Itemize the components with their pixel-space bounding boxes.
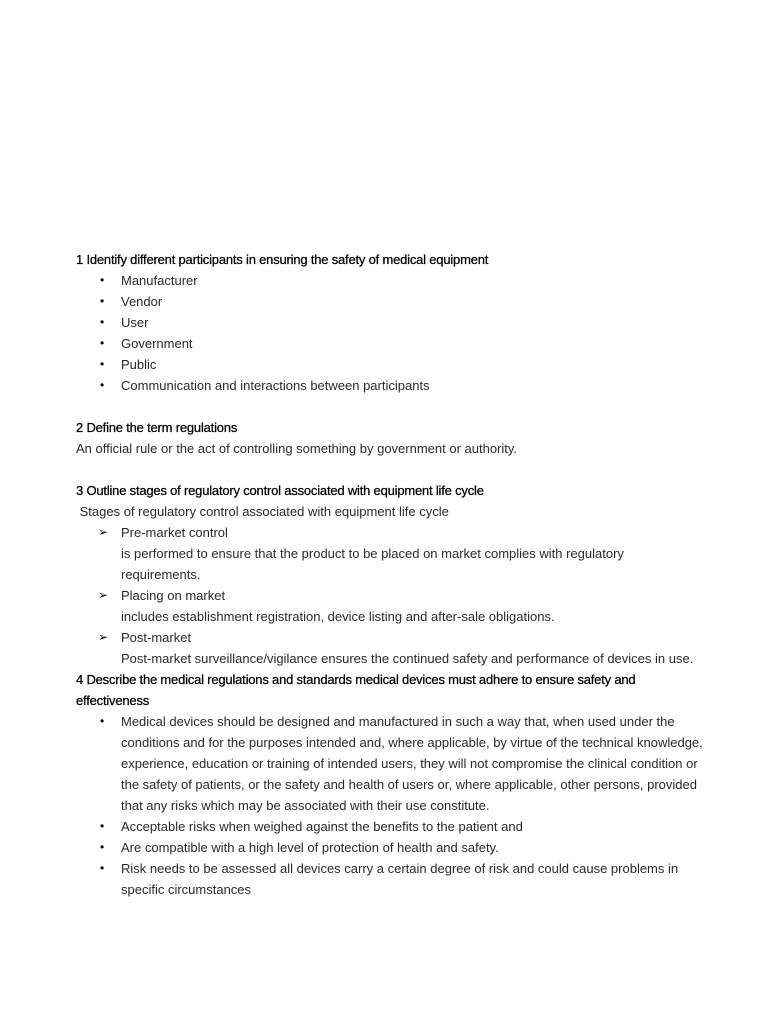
regulations-list — [76, 711, 746, 732]
list-item-continuation: the safety of patients, or the safety and health of users or, where applicable, other persons, provided — [121, 777, 697, 792]
list-item-text: Are compatible with a high level of protection of health and safety. — [121, 840, 499, 855]
list-item-continuation: that any risks which may be associated with their use constitute. — [121, 798, 490, 813]
list-item-text: Manufacturer — [121, 273, 198, 288]
bullet-icon: • — [100, 714, 105, 728]
list-item — [76, 522, 746, 543]
list-item — [76, 375, 746, 396]
list-item-text: User — [121, 315, 149, 330]
bullet-icon: • — [100, 336, 105, 350]
document-body — [76, 249, 746, 900]
list-item — [76, 627, 746, 648]
list-item — [76, 354, 746, 375]
list-item-text: Public — [121, 357, 157, 372]
list-item — [76, 585, 746, 606]
bullet-icon: • — [100, 273, 105, 287]
list-item-continuation: experience, education or training of intended users, they will not compromise the clinical condition or — [121, 756, 698, 771]
list-item-text: Government — [121, 336, 193, 351]
stages-intro: Stages of regulatory control associated with equipment life cycle — [76, 504, 449, 519]
bullet-icon: • — [100, 294, 105, 308]
list-item-text: Acceptable risks when weighed against the benefits to the patient and — [121, 819, 523, 834]
list-item-text: Communication and interactions between participants — [121, 378, 430, 393]
bullet-icon: • — [100, 357, 105, 371]
regulations-definition: An official rule or the act of controlling something by government or authority. — [76, 441, 518, 456]
list-item — [76, 858, 746, 879]
list-item-continuation: conditions and for the purposes intended and, where applicable, by virtue of the technical knowledge, — [121, 735, 703, 750]
bullet-icon: • — [100, 315, 105, 329]
list-item — [76, 333, 746, 354]
list-item — [76, 837, 746, 858]
stage-description: Post-market surveillance/vigilance ensures the continued safety and performance of devices in use. — [121, 651, 694, 666]
question-4-heading-cont: effectiveness — [76, 693, 150, 708]
list-item — [76, 711, 746, 732]
list-item — [76, 270, 746, 291]
list-item — [76, 816, 746, 837]
list-item-text: Risk needs to be assessed all devices carry a certain degree of risk and could cause problems in — [121, 861, 679, 876]
bullet-icon: • — [100, 840, 105, 854]
stages-list — [76, 585, 746, 606]
stage-title: Post-market — [121, 630, 192, 645]
spacer — [76, 396, 746, 417]
list-item-text: Medical devices should be designed and manufactured in such a way that, when used under the — [121, 714, 675, 729]
stage-title: Pre-market control — [121, 525, 228, 540]
arrow-bullet-icon: ➢ — [98, 525, 109, 539]
spacer — [76, 459, 746, 480]
stages-list — [76, 522, 746, 543]
bullet-icon: • — [100, 861, 105, 875]
stage-description: includes establishment registration, device listing and after-sale obligations. — [121, 609, 555, 624]
bullet-icon: • — [100, 819, 105, 833]
question-1-heading: 1 Identify different participants in ensuring the safety of medical equipment — [76, 252, 489, 267]
stage-title: Placing on market — [121, 588, 226, 603]
bullet-icon: • — [100, 378, 105, 392]
question-2-heading: 2 Define the term regulations — [76, 420, 238, 435]
stage-description: is performed to ensure that the product to be placed on market complies with regulatory — [121, 546, 624, 561]
question-4-heading: 4 Describe the medical regulations and standards medical devices must adhere to ensure safety and — [76, 672, 636, 687]
list-item — [76, 312, 746, 333]
list-item-text: Vendor — [121, 294, 163, 309]
regulations-list — [76, 816, 746, 879]
list-item — [76, 291, 746, 312]
arrow-bullet-icon: ➢ — [98, 588, 109, 602]
arrow-bullet-icon: ➢ — [98, 630, 109, 644]
stage-description: requirements. — [121, 567, 201, 582]
stages-list — [76, 627, 746, 648]
participants-list — [76, 270, 746, 396]
list-item-continuation: specific circumstances — [121, 882, 252, 897]
question-3-heading: 3 Outline stages of regulatory control associated with equipment life cycle — [76, 483, 484, 498]
